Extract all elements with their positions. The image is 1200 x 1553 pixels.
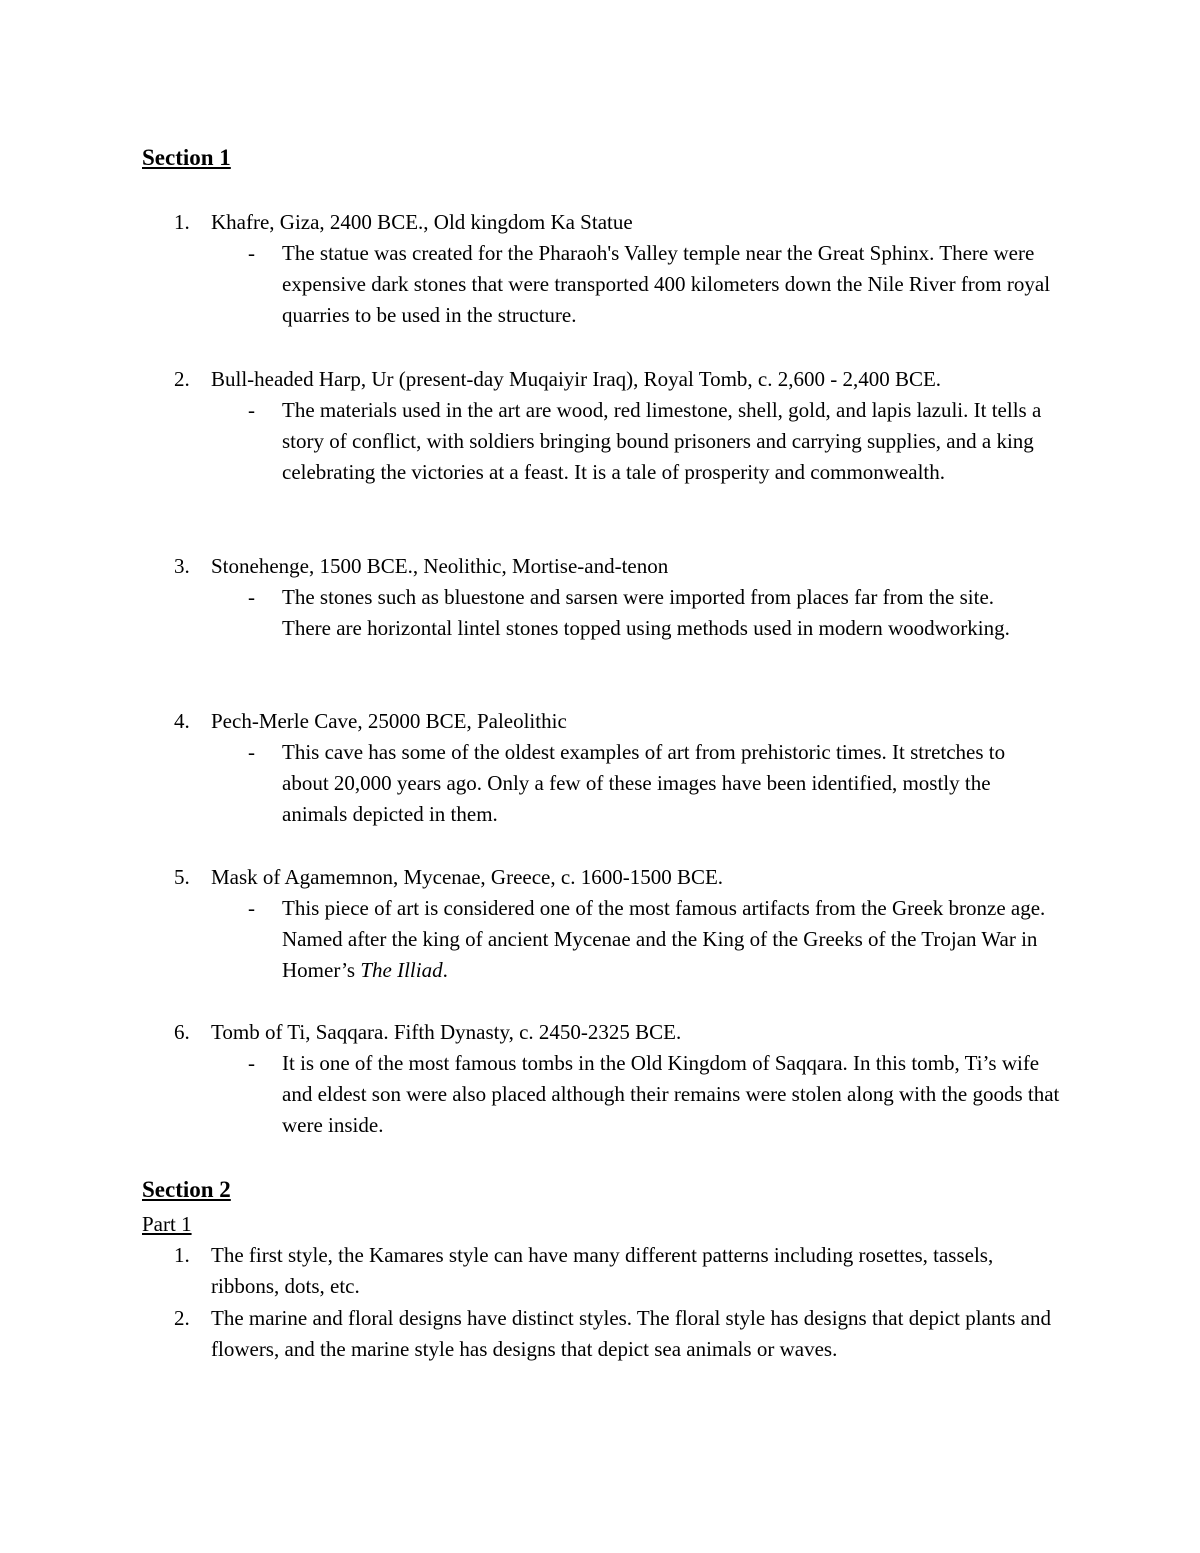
list-number: 6. (174, 1020, 190, 1044)
artwork-description: The statue was created for the Pharaoh's Valley temple near the Great Sphinx. There were expensive dark stones that were transported 400 kilometers down the Nile River from royal quarries to be used in the structure. (282, 241, 1051, 327)
artwork-title: Stonehenge, 1500 BCE., Neolithic, Mortise-and-tenon (211, 554, 669, 578)
list-number: 2. (174, 1306, 190, 1330)
style-description: The marine and floral designs have distinct styles. The floral style has designs that depict plants and flowers, and the marine style has designs that depict sea animals or waves. (211, 1306, 1051, 1361)
description-text: This piece of art is considered one of the most famous artifacts from the Greek bronze age. Named after the king of ancient Mycenae and the King of the Greeks of the Trojan War in Homer’s (282, 896, 1046, 982)
style-description: The first style, the Kamares style can have many different patterns including rosettes, tassels, ribbons, dots, etc. (211, 1243, 994, 1298)
dash-bullet: - (248, 896, 255, 920)
dash-bullet: - (248, 585, 255, 609)
dash-bullet: - (248, 740, 255, 764)
part-1-label: Part 1 (142, 1212, 192, 1236)
list-number: 1. (174, 210, 190, 234)
book-title-italic: The Illiad (360, 958, 443, 982)
artwork-description: It is one of the most famous tombs in the Old Kingdom of Saqqara. In this tomb, Ti’s wife and eldest son were also placed although their remains were stolen along with the goods that were inside. (282, 1051, 1060, 1137)
artwork-description (282, 893, 1057, 986)
artwork-description: The stones such as bluestone and sarsen were imported from places far from the site. There are horizontal lintel stones topped using methods used in modern woodworking. (282, 585, 1010, 640)
list-number: 2. (174, 367, 190, 391)
artwork-title: Khafre, Giza, 2400 BCE., Old kingdom Ka Statue (211, 210, 633, 234)
section-2-heading: Section 2 (142, 1177, 231, 1202)
artwork-title: Mask of Agamemnon, Mycenae, Greece, c. 1600-1500 BCE. (211, 865, 724, 889)
artwork-title: Pech-Merle Cave, 25000 BCE, Paleolithic (211, 709, 567, 733)
artwork-title: Tomb of Ti, Saqqara. Fifth Dynasty, c. 2450-2325 BCE. (211, 1020, 682, 1044)
list-number: 1. (174, 1243, 190, 1267)
dash-bullet: - (248, 1051, 255, 1075)
artwork-description: This cave has some of the oldest examples of art from prehistoric times. It stretches to about 20,000 years ago. Only a few of these images have been identified, mostly the animals depicted in them. (282, 740, 1006, 826)
description-end: . (442, 958, 448, 982)
list-number: 4. (174, 709, 190, 733)
list-number: 3. (174, 554, 190, 578)
section-1-heading: Section 1 (142, 145, 231, 170)
dash-bullet: - (248, 241, 255, 265)
list-number: 5. (174, 865, 190, 889)
dash-bullet: - (248, 398, 255, 422)
artwork-title: Bull-headed Harp, Ur (present-day Muqaiyir Iraq), Royal Tomb, c. 2,600 - 2,400 BCE. (211, 367, 942, 391)
artwork-description: The materials used in the art are wood, red limestone, shell, gold, and lapis lazuli. It tells a story of conflict, with soldiers bringing bound prisoners and carrying supplies, and a king celebrating the victories at a feast. It is a tale of prosperity and commonwealth. (282, 398, 1042, 484)
